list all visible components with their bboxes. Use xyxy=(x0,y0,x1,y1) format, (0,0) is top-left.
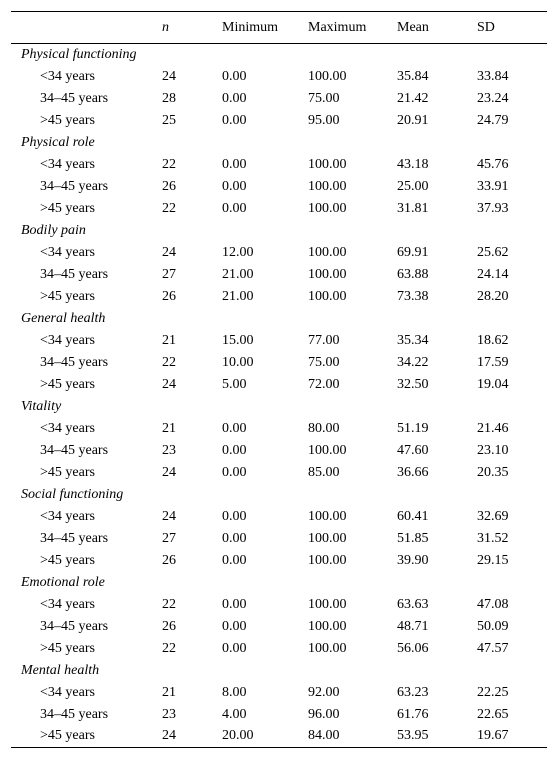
n-cell: 27 xyxy=(162,266,176,282)
group-header-row xyxy=(11,132,547,154)
table-header xyxy=(11,12,547,44)
n-cell: 24 xyxy=(162,508,176,524)
table-row xyxy=(11,506,547,528)
minimum-cell: 0.00 xyxy=(222,618,247,634)
maximum-cell: 100.00 xyxy=(308,68,347,84)
n-cell: 28 xyxy=(162,90,176,106)
minimum-cell: 0.00 xyxy=(222,552,247,568)
age-group-cell: 34–45 years xyxy=(40,90,109,106)
minimum-cell: 0.00 xyxy=(222,508,247,524)
table-row xyxy=(11,638,547,660)
sd-cell: 21.46 xyxy=(477,420,509,436)
mean-cell: 60.41 xyxy=(397,508,429,524)
table-row xyxy=(11,88,547,110)
sd-cell: 37.93 xyxy=(477,200,509,216)
sd-cell: 24.14 xyxy=(477,266,509,282)
sd-cell: 19.67 xyxy=(477,726,547,748)
sf36-statistics-table xyxy=(11,11,547,748)
group-header-row xyxy=(11,44,547,66)
group-header-row xyxy=(11,484,547,506)
age-group-cell: 34–45 years xyxy=(40,266,109,282)
sd-cell: 19.04 xyxy=(477,376,509,392)
header-dimension xyxy=(11,12,162,44)
table-row xyxy=(11,418,547,440)
n-cell: 26 xyxy=(162,178,176,194)
n-cell: 24 xyxy=(162,464,176,480)
table-row xyxy=(11,528,547,550)
mean-cell: 63.88 xyxy=(397,266,429,282)
group-label: Bodily pain xyxy=(21,222,86,238)
group-header-row xyxy=(11,308,547,330)
age-group-cell: <34 years xyxy=(40,244,95,260)
minimum-cell: 0.00 xyxy=(222,90,247,106)
mean-cell: 61.76 xyxy=(397,706,429,722)
age-group-cell: <34 years xyxy=(40,684,95,700)
sd-cell: 47.57 xyxy=(477,640,509,656)
header-sd: SD xyxy=(477,12,547,44)
minimum-cell: 0.00 xyxy=(222,596,247,612)
minimum-cell: 0.00 xyxy=(222,112,247,128)
n-cell: 21 xyxy=(162,420,176,436)
maximum-cell: 85.00 xyxy=(308,464,340,480)
mean-cell: 63.63 xyxy=(397,596,429,612)
age-group-cell: <34 years xyxy=(40,332,95,348)
n-cell: 22 xyxy=(162,354,176,370)
minimum-cell: 8.00 xyxy=(222,684,247,700)
age-group-cell: >45 years xyxy=(40,376,95,392)
minimum-cell: 20.00 xyxy=(222,726,308,748)
n-cell: 27 xyxy=(162,530,176,546)
n-cell: 24 xyxy=(162,244,176,260)
sd-cell: 25.62 xyxy=(477,244,509,260)
group-label: Physical role xyxy=(21,134,95,150)
group-label: Physical functioning xyxy=(21,46,137,62)
n-cell: 23 xyxy=(162,442,176,458)
mean-cell: 20.91 xyxy=(397,112,429,128)
n-cell: 24 xyxy=(162,726,222,748)
sd-cell: 28.20 xyxy=(477,288,509,304)
mean-cell: 25.00 xyxy=(397,178,429,194)
minimum-cell: 0.00 xyxy=(222,200,247,216)
n-cell: 23 xyxy=(162,706,176,722)
minimum-cell: 21.00 xyxy=(222,288,254,304)
sd-cell: 33.84 xyxy=(477,68,509,84)
mean-cell: 47.60 xyxy=(397,442,429,458)
maximum-cell: 100.00 xyxy=(308,178,347,194)
minimum-cell: 12.00 xyxy=(222,244,254,260)
minimum-cell: 0.00 xyxy=(222,68,247,84)
age-group-cell: <34 years xyxy=(40,508,95,524)
maximum-cell: 100.00 xyxy=(308,244,347,260)
maximum-cell: 100.00 xyxy=(308,288,347,304)
sd-cell: 22.65 xyxy=(477,706,509,722)
n-cell: 22 xyxy=(162,596,176,612)
age-group-cell: <34 years xyxy=(40,596,95,612)
mean-cell: 32.50 xyxy=(397,376,429,392)
mean-cell: 35.84 xyxy=(397,68,429,84)
minimum-cell: 0.00 xyxy=(222,464,247,480)
table-row xyxy=(11,374,547,396)
group-label: Emotional role xyxy=(21,574,105,590)
group-label: General health xyxy=(21,310,106,326)
minimum-cell: 0.00 xyxy=(222,530,247,546)
minimum-cell: 0.00 xyxy=(222,640,247,656)
table-row xyxy=(11,704,547,726)
minimum-cell: 5.00 xyxy=(222,376,247,392)
mean-cell: 31.81 xyxy=(397,200,429,216)
n-cell: 22 xyxy=(162,640,176,656)
sd-cell: 23.10 xyxy=(477,442,509,458)
sd-cell: 29.15 xyxy=(477,552,509,568)
group-header-row xyxy=(11,220,547,242)
mean-cell: 73.38 xyxy=(397,288,429,304)
n-cell: 24 xyxy=(162,68,176,84)
n-cell: 21 xyxy=(162,684,176,700)
minimum-cell: 0.00 xyxy=(222,156,247,172)
sd-cell: 18.62 xyxy=(477,332,509,348)
group-label: Vitality xyxy=(21,398,62,414)
header-n: n xyxy=(162,12,222,44)
sf36-table-container xyxy=(11,11,547,748)
maximum-cell: 75.00 xyxy=(308,90,340,106)
mean-cell: 34.22 xyxy=(397,354,429,370)
group-label: Social functioning xyxy=(21,486,124,502)
n-cell: 24 xyxy=(162,376,176,392)
mean-cell: 39.90 xyxy=(397,552,429,568)
n-cell: 26 xyxy=(162,618,176,634)
maximum-cell: 100.00 xyxy=(308,618,347,634)
age-group-cell: >45 years xyxy=(40,464,95,480)
minimum-cell: 4.00 xyxy=(222,706,247,722)
sd-cell: 22.25 xyxy=(477,684,509,700)
minimum-cell: 15.00 xyxy=(222,332,254,348)
maximum-cell: 95.00 xyxy=(308,112,340,128)
mean-cell: 51.19 xyxy=(397,420,429,436)
minimum-cell: 21.00 xyxy=(222,266,254,282)
group-label: Mental health xyxy=(21,662,100,678)
age-group-cell: >45 years xyxy=(40,640,95,656)
maximum-cell: 80.00 xyxy=(308,420,340,436)
maximum-cell: 96.00 xyxy=(308,706,340,722)
age-group-cell: >45 years xyxy=(40,112,95,128)
age-group-cell: <34 years xyxy=(40,156,95,172)
mean-cell: 36.66 xyxy=(397,464,429,480)
minimum-cell: 0.00 xyxy=(222,178,247,194)
n-cell: 22 xyxy=(162,156,176,172)
age-group-cell: 34–45 years xyxy=(40,618,109,634)
group-header-row xyxy=(11,396,547,418)
age-group-cell: <34 years xyxy=(40,68,95,84)
age-group-cell: 34–45 years xyxy=(40,706,109,722)
maximum-cell: 100.00 xyxy=(308,508,347,524)
sd-cell: 33.91 xyxy=(477,178,509,194)
maximum-cell: 100.00 xyxy=(308,266,347,282)
header-row xyxy=(11,12,547,44)
sd-cell: 31.52 xyxy=(477,530,509,546)
age-group-cell: >45 years xyxy=(40,200,95,216)
sd-cell: 17.59 xyxy=(477,354,509,370)
table-row xyxy=(11,66,547,88)
maximum-cell: 77.00 xyxy=(308,332,340,348)
table-row xyxy=(11,440,547,462)
mean-cell: 48.71 xyxy=(397,618,429,634)
sd-cell: 50.09 xyxy=(477,618,509,634)
mean-cell: 69.91 xyxy=(397,244,429,260)
table-row xyxy=(11,352,547,374)
maximum-cell: 100.00 xyxy=(308,156,347,172)
maximum-cell: 100.00 xyxy=(308,640,347,656)
minimum-cell: 0.00 xyxy=(222,442,247,458)
header-mean: Mean xyxy=(397,12,477,44)
age-group-cell: 34–45 years xyxy=(40,530,109,546)
age-group-cell: >45 years xyxy=(40,288,95,304)
table-row xyxy=(11,154,547,176)
maximum-cell: 72.00 xyxy=(308,376,340,392)
sd-cell: 32.69 xyxy=(477,508,509,524)
table-row xyxy=(11,198,547,220)
age-group-cell: <34 years xyxy=(40,420,95,436)
table-row xyxy=(11,682,547,704)
table-row xyxy=(11,594,547,616)
n-cell: 25 xyxy=(162,112,176,128)
table-row xyxy=(11,550,547,572)
maximum-cell: 84.00 xyxy=(308,726,397,748)
table-row xyxy=(11,286,547,308)
maximum-cell: 100.00 xyxy=(308,442,347,458)
table-row xyxy=(11,330,547,352)
n-cell: 21 xyxy=(162,332,176,348)
table-row xyxy=(11,242,547,264)
group-header-row xyxy=(11,572,547,594)
n-cell: 22 xyxy=(162,200,176,216)
maximum-cell: 100.00 xyxy=(308,596,347,612)
sd-cell: 23.24 xyxy=(477,90,509,106)
maximum-cell: 100.00 xyxy=(308,530,347,546)
table-row xyxy=(11,264,547,286)
mean-cell: 63.23 xyxy=(397,684,429,700)
group-header-row xyxy=(11,660,547,682)
header-minimum: Minimum xyxy=(222,12,308,44)
n-cell: 26 xyxy=(162,288,176,304)
mean-cell: 35.34 xyxy=(397,332,429,348)
sd-cell: 24.79 xyxy=(477,112,509,128)
table-row xyxy=(11,726,547,748)
maximum-cell: 92.00 xyxy=(308,684,340,700)
mean-cell: 43.18 xyxy=(397,156,429,172)
age-group-cell: 34–45 years xyxy=(40,442,109,458)
sd-cell: 47.08 xyxy=(477,596,509,612)
age-group-cell: >45 years xyxy=(11,726,162,748)
age-group-cell: 34–45 years xyxy=(40,178,109,194)
table-row xyxy=(11,176,547,198)
age-group-cell: >45 years xyxy=(40,552,95,568)
sd-cell: 45.76 xyxy=(477,156,509,172)
n-cell: 26 xyxy=(162,552,176,568)
maximum-cell: 100.00 xyxy=(308,200,347,216)
age-group-cell: 34–45 years xyxy=(40,354,109,370)
header-maximum: Maximum xyxy=(308,12,397,44)
table-row xyxy=(11,110,547,132)
table-body xyxy=(11,44,547,748)
mean-cell: 56.06 xyxy=(397,640,429,656)
maximum-cell: 75.00 xyxy=(308,354,340,370)
mean-cell: 21.42 xyxy=(397,90,429,106)
maximum-cell: 100.00 xyxy=(308,552,347,568)
table-row xyxy=(11,616,547,638)
minimum-cell: 0.00 xyxy=(222,420,247,436)
mean-cell: 53.95 xyxy=(397,726,477,748)
mean-cell: 51.85 xyxy=(397,530,429,546)
table-row xyxy=(11,462,547,484)
sd-cell: 20.35 xyxy=(477,464,509,480)
minimum-cell: 10.00 xyxy=(222,354,254,370)
